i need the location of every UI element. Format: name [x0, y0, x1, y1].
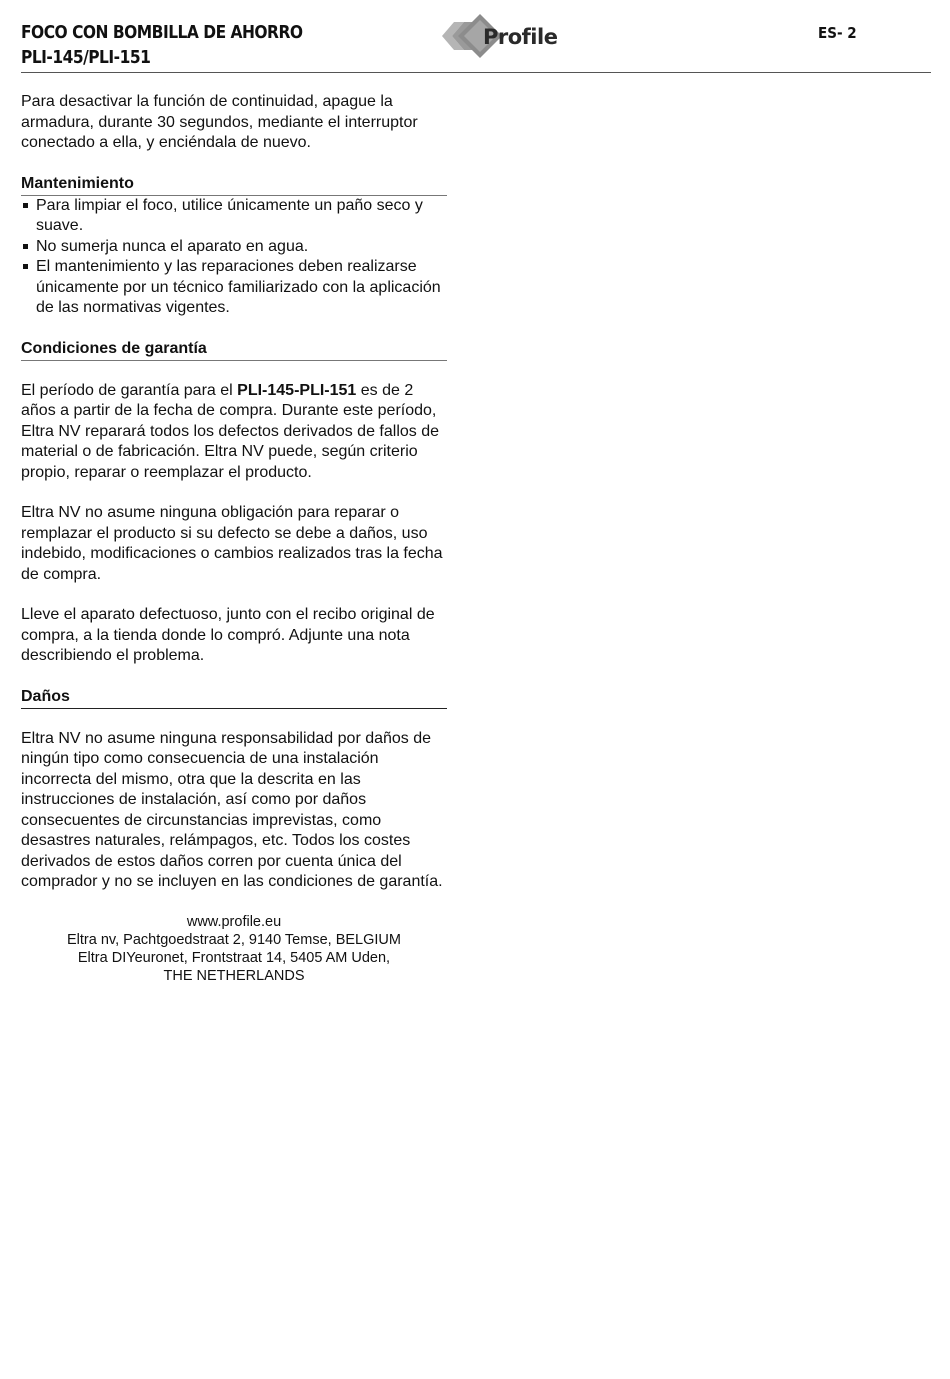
warranty-paragraph-1	[21, 381, 447, 484]
list-item	[21, 196, 447, 237]
warranty-text-start: El período de garantía para el	[21, 381, 238, 399]
square-bullet-icon	[23, 244, 28, 249]
list-item	[21, 257, 447, 319]
list-item-text: El mantenimiento y las reparaciones deben realizarse únicamente por un técnico familiarizado con la aplicación de las normativas vigentes.	[36, 258, 441, 316]
main-content	[21, 92, 447, 985]
document-title-line2: PLI-145/PLI-151	[21, 47, 151, 68]
square-bullet-icon	[23, 203, 28, 208]
warranty-text-end: es de 2 años a partir de la fecha de compra. Durante este período, Eltra NV reparará todos los defectos derivados de fallos de material o de fabricación. Eltra NV puede, según criterio propio, reparar o reemplazar el producto.	[21, 381, 440, 481]
damages-paragraph: Eltra NV no asume ninguna responsabilidad por daños de ningún tipo como consecuencia de una instalación incorrecta del mismo, otra que la descrita en las instrucciones de instalación, así como por daños consecuentes de circunstancias imprevistas, como desastres naturales, relámpagos, etc. Todos los costes derivados de estos daños corren por cuenta única del comprador y no se incluyen en las condiciones de garantía.	[21, 729, 443, 890]
warranty-paragraph-2: Eltra NV no asume ninguna obligación para reparar o remplazar el producto si su defecto se debe a daños, uso indebido, modificaciones o cambios realizados tras la fecha de compra.	[21, 504, 443, 583]
list-item-text: Para limpiar el foco, utilice únicamente un paño seco y suave.	[36, 196, 423, 234]
maintenance-heading: Mantenimiento	[21, 174, 447, 196]
maintenance-list	[21, 196, 447, 319]
footer-contact	[21, 913, 447, 985]
address-line-1: Eltra nv, Pachtgoedstraat 2, 9140 Temse, BELGIUM	[67, 931, 401, 948]
warranty-paragraph-3: Lleve el aparato defectuoso, junto con el recibo original de compra, a la tienda donde lo compró. Adjunte una nota describiendo el problema.	[21, 606, 435, 664]
document-title	[21, 20, 303, 70]
list-item	[21, 237, 447, 258]
model-number: PLI-145-PLI-151	[237, 381, 357, 399]
address-line-3: THE NETHERLANDS	[163, 967, 305, 984]
logo-text: Profile	[483, 25, 558, 49]
document-title-line1: FOCO CON BOMBILLA DE AHORRO	[21, 22, 303, 43]
intro-paragraph: Para desactivar la función de continuidad, apague la armadura, durante 30 segundos, mediante el interruptor conectado a ella, y enciéndala de nuevo.	[21, 93, 418, 151]
page-header	[0, 0, 950, 73]
website-link[interactable]: www.profile.eu	[186, 913, 282, 930]
square-bullet-icon	[23, 264, 28, 269]
header-divider	[21, 72, 931, 73]
list-item-text: No sumerja nunca el aparato en agua.	[36, 237, 309, 255]
warranty-heading: Condiciones de garantía	[21, 339, 447, 361]
address-line-2: Eltra DIYeuronet, Frontstraat 14, 5405 AM Uden,	[77, 949, 391, 966]
page-number: ES- 2	[818, 24, 857, 42]
damages-heading: Daños	[21, 687, 447, 709]
profile-logo	[440, 12, 560, 64]
